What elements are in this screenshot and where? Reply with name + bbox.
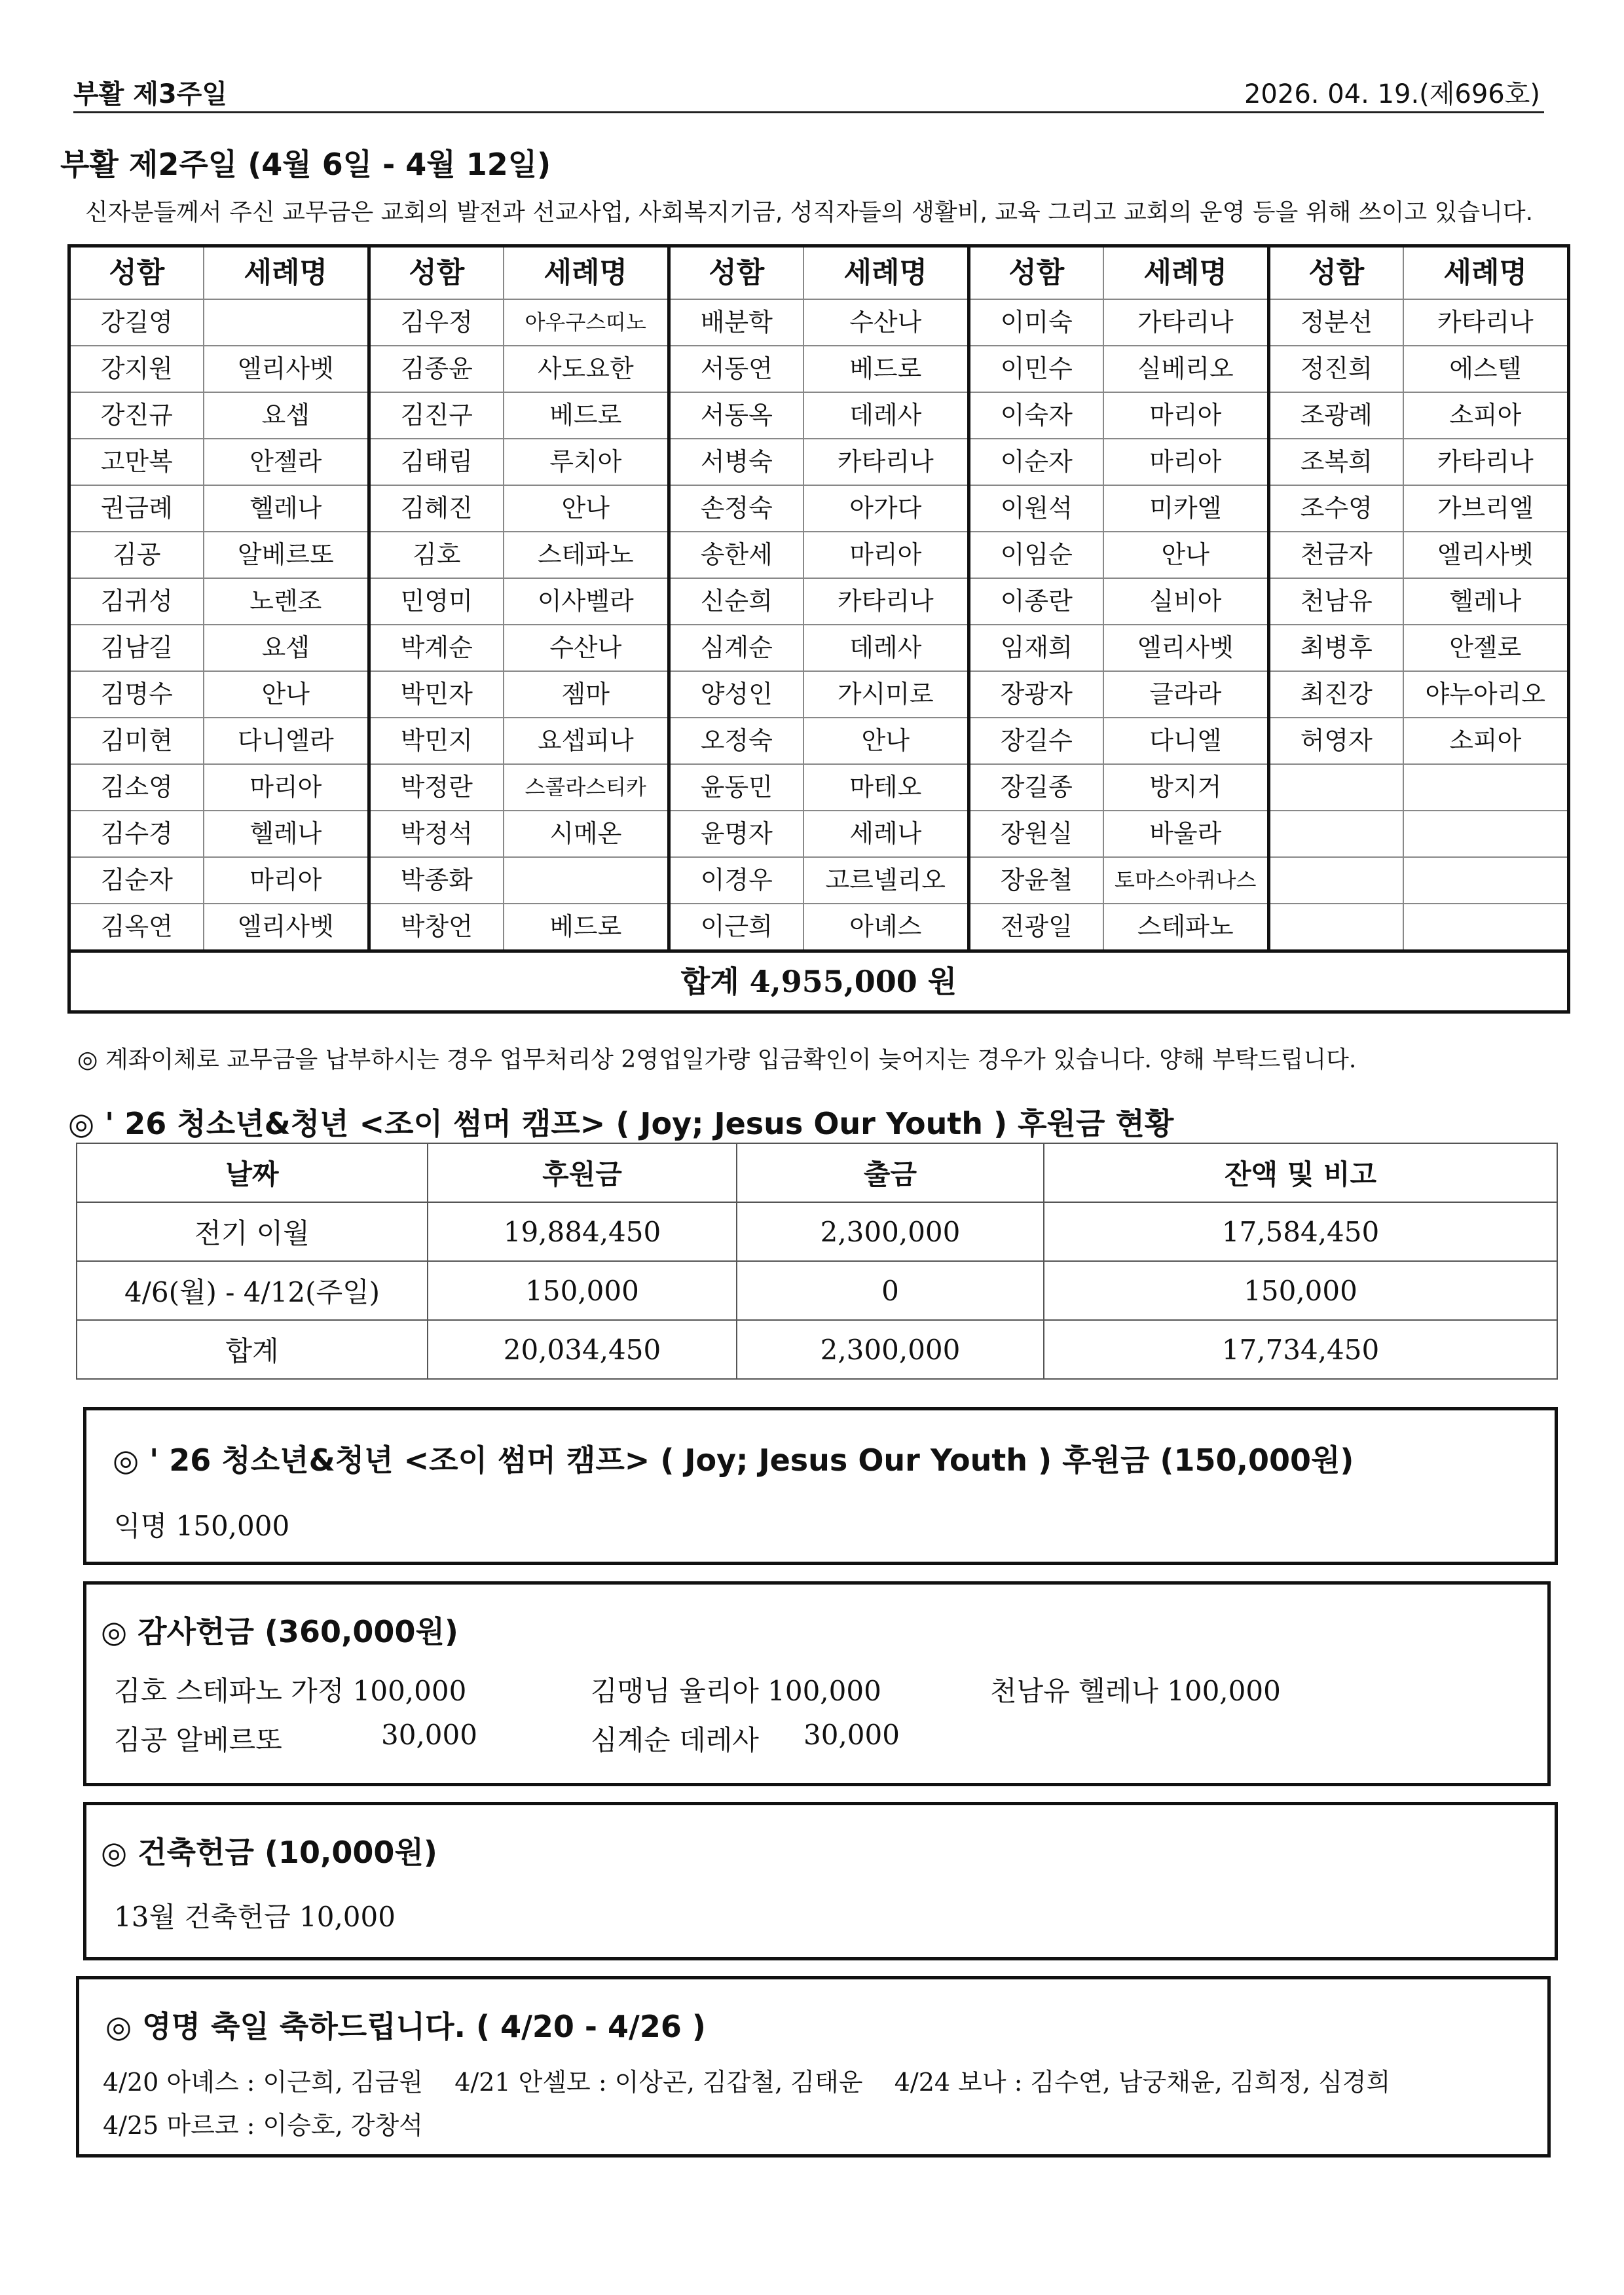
baptismal-name: 노렌조	[204, 578, 369, 625]
baptismal-name: 마리아	[1103, 392, 1269, 439]
baptismal-name: 시메온	[504, 811, 669, 857]
section-description: 신자분들께서 주신 교무금은 교회의 발전과 선교사업, 사회복지기금, 성직자들의 생활비, 교육 그리고 교회의 운영 등을 위해 쓰이고 있습니다.	[85, 199, 1534, 226]
baptismal-name: 아녜스	[803, 904, 969, 951]
member-name: 장길수	[969, 718, 1103, 764]
table-cell: 2,300,000	[737, 1320, 1044, 1379]
member-name: 김미현	[69, 718, 204, 764]
member-name: 조복희	[1269, 439, 1403, 485]
member-name: 윤동민	[669, 764, 803, 811]
table-row	[69, 299, 1569, 346]
table-row	[69, 811, 1569, 857]
column-header: 잔액 및 비고	[1044, 1143, 1557, 1202]
member-name: 전광일	[969, 904, 1103, 951]
baptismal-name	[1403, 857, 1569, 904]
thanks-amount: 30,000	[381, 1719, 477, 1751]
member-name: 양성인	[669, 671, 803, 718]
table-row	[69, 671, 1569, 718]
baptismal-name	[1403, 904, 1569, 951]
member-name: 최병후	[1269, 625, 1403, 671]
member-name: 김명수	[69, 671, 204, 718]
member-name: 박정석	[369, 811, 504, 857]
total-row	[69, 951, 1569, 1012]
column-header-name: 성함	[369, 246, 504, 300]
column-header-name: 성함	[669, 246, 803, 300]
table-cell: 0	[737, 1261, 1044, 1320]
thanks-item: 김공 알베르또	[114, 1724, 282, 1756]
baptismal-name: 스테파노	[1103, 904, 1269, 951]
member-name: 조수영	[1269, 485, 1403, 532]
baptismal-name: 안나	[803, 718, 969, 764]
member-name: 이근희	[669, 904, 803, 951]
baptismal-name: 안나	[504, 485, 669, 532]
baptismal-name: 알베르또	[204, 532, 369, 578]
baptismal-name: 헬레나	[204, 811, 369, 857]
baptismal-name: 카타리나	[1403, 299, 1569, 346]
column-header-baptismal: 세례명	[504, 246, 669, 300]
column-header-name: 성함	[969, 246, 1103, 300]
member-name: 임재희	[969, 625, 1103, 671]
offering-table	[67, 244, 1570, 1014]
member-name: 윤명자	[669, 811, 803, 857]
baptismal-name: 토마스아퀴나스	[1103, 857, 1269, 904]
member-name: 김진구	[369, 392, 504, 439]
baptismal-name: 헬레나	[204, 485, 369, 532]
thanks-offering-box	[83, 1581, 1551, 1786]
transfer-note: ◎ 계좌이체로 교무금을 납부하시는 경우 업무처리상 2영업일가량 입금확인이 늦어지는 경우가 있습니다. 양해 부탁드립니다.	[77, 1046, 1357, 1073]
baptismal-name: 안나	[1103, 532, 1269, 578]
baptismal-name: 소피아	[1403, 392, 1569, 439]
table-row	[69, 439, 1569, 485]
member-name: 김종윤	[369, 346, 504, 392]
baptismal-name: 베드로	[504, 392, 669, 439]
column-header-baptismal: 세례명	[803, 246, 969, 300]
baptismal-name: 카타리나	[803, 578, 969, 625]
baptismal-name: 수산나	[504, 625, 669, 671]
table-cell: 전기 이월	[77, 1202, 428, 1261]
member-name: 장광자	[969, 671, 1103, 718]
table-row	[69, 857, 1569, 904]
table-cell: 2,300,000	[737, 1202, 1044, 1261]
member-name: 박창언	[369, 904, 504, 951]
member-name: 김혜진	[369, 485, 504, 532]
baptismal-name: 소피아	[1403, 718, 1569, 764]
header-divider	[73, 111, 1544, 113]
baptismal-name: 엘리사벳	[1403, 532, 1569, 578]
table-header-row	[69, 246, 1569, 300]
member-name	[1269, 904, 1403, 951]
member-name: 송한세	[669, 532, 803, 578]
member-name: 박종화	[369, 857, 504, 904]
feast-day-box	[76, 1976, 1551, 2157]
table-row	[69, 764, 1569, 811]
column-header: 후원금	[428, 1143, 737, 1202]
baptismal-name: 사도요한	[504, 346, 669, 392]
baptismal-name: 가브리엘	[1403, 485, 1569, 532]
table-cell: 17,734,450	[1044, 1320, 1557, 1379]
member-name: 김남길	[69, 625, 204, 671]
baptismal-name: 가타리나	[1103, 299, 1269, 346]
baptismal-name: 마리아	[204, 857, 369, 904]
thanks-item: 김맹님 율리아 100,000	[591, 1675, 881, 1707]
member-name: 심계순	[669, 625, 803, 671]
member-name: 김수경	[69, 811, 204, 857]
building-title: ◎ 건축헌금 (10,000원)	[101, 1835, 437, 1870]
baptismal-name: 베드로	[504, 904, 669, 951]
column-header-baptismal: 세례명	[1103, 246, 1269, 300]
member-name: 정분선	[1269, 299, 1403, 346]
baptismal-name: 마리아	[1103, 439, 1269, 485]
baptismal-name	[504, 857, 669, 904]
baptismal-name: 엘리사벳	[1103, 625, 1269, 671]
member-name: 김순자	[69, 857, 204, 904]
thanks-amount: 30,000	[803, 1719, 900, 1751]
table-row	[77, 1261, 1557, 1320]
joy-donation-box	[83, 1407, 1558, 1565]
member-name: 이숙자	[969, 392, 1103, 439]
baptismal-name	[204, 299, 369, 346]
table-cell: 19,884,450	[428, 1202, 737, 1261]
table-row	[69, 485, 1569, 532]
baptismal-name: 방지거	[1103, 764, 1269, 811]
member-name: 김우정	[369, 299, 504, 346]
baptismal-name: 아가다	[803, 485, 969, 532]
member-name: 천남유	[1269, 578, 1403, 625]
member-name: 정진희	[1269, 346, 1403, 392]
member-name: 허영자	[1269, 718, 1403, 764]
member-name: 최진강	[1269, 671, 1403, 718]
baptismal-name: 안젤라	[204, 439, 369, 485]
table-cell: 4/6(월) - 4/12(주일)	[77, 1261, 428, 1320]
thanks-title: ◎ 감사헌금 (360,000원)	[101, 1614, 458, 1649]
baptismal-name: 실비아	[1103, 578, 1269, 625]
column-header-baptismal: 세례명	[204, 246, 369, 300]
baptismal-name: 수산나	[803, 299, 969, 346]
member-name: 천금자	[1269, 532, 1403, 578]
table-row	[69, 392, 1569, 439]
member-name: 이순자	[969, 439, 1103, 485]
baptismal-name: 데레사	[803, 392, 969, 439]
baptismal-name: 헬레나	[1403, 578, 1569, 625]
table-row	[77, 1202, 1557, 1261]
baptismal-name: 다니엘	[1103, 718, 1269, 764]
feast-title: ◎ 영명 축일 축하드립니다. ( 4/20 - 4/26 )	[105, 2009, 706, 2044]
table-row	[69, 904, 1569, 951]
column-header: 출금	[737, 1143, 1044, 1202]
member-name: 이경우	[669, 857, 803, 904]
section-title: 부활 제2주일 (4월 6일 - 4월 12일)	[60, 147, 551, 182]
header-date: 2026. 04. 19.(제696호)	[1244, 79, 1540, 109]
member-name: 장길종	[969, 764, 1103, 811]
baptismal-name: 야누아리오	[1403, 671, 1569, 718]
member-name: 김태림	[369, 439, 504, 485]
baptismal-name: 안나	[204, 671, 369, 718]
baptismal-name: 카타리나	[803, 439, 969, 485]
baptismal-name: 요셉피나	[504, 718, 669, 764]
building-line: 13월 건축헌금 10,000	[114, 1901, 396, 1933]
baptismal-name: 젬마	[504, 671, 669, 718]
member-name	[1269, 857, 1403, 904]
total-amount: 합계 4,955,000 원	[69, 951, 1569, 1012]
feast-line: 4/20 아녜스 : 이근희, 김금원 4/21 안셀모 : 이상곤, 김갑철, 김태운 4/24 보나 : 김수연, 남궁채윤, 김희정, 심경희	[103, 2068, 1391, 2097]
table-cell: 20,034,450	[428, 1320, 737, 1379]
baptismal-name: 글라라	[1103, 671, 1269, 718]
baptismal-name: 요셉	[204, 625, 369, 671]
member-name: 이임순	[969, 532, 1103, 578]
member-name: 김옥연	[69, 904, 204, 951]
baptismal-name	[1403, 764, 1569, 811]
baptismal-name: 루치아	[504, 439, 669, 485]
baptismal-name: 안젤로	[1403, 625, 1569, 671]
baptismal-name: 스콜라스티카	[504, 764, 669, 811]
table-cell: 150,000	[428, 1261, 737, 1320]
member-name: 강지원	[69, 346, 204, 392]
joy-donation-title: ◎ ' 26 청소년&청년 <조이 썸머 캠프> ( Joy; Jesus Our Youth ) 후원금 (150,000원)	[113, 1442, 1354, 1478]
table-row	[69, 532, 1569, 578]
member-name: 신순희	[669, 578, 803, 625]
baptismal-name: 엘리사벳	[204, 904, 369, 951]
thanks-item: 천남유 헬레나 100,000	[990, 1675, 1281, 1707]
column-header-name: 성함	[69, 246, 204, 300]
table-cell: 17,584,450	[1044, 1202, 1557, 1261]
member-name: 서병숙	[669, 439, 803, 485]
joy-camp-title: ◎ ' 26 청소년&청년 <조이 썸머 캠프> ( Joy; Jesus Our Youth ) 후원금 현황	[68, 1106, 1174, 1141]
member-name	[1269, 811, 1403, 857]
joy-donation-line: 익명 150,000	[114, 1510, 290, 1542]
table-row	[69, 346, 1569, 392]
member-name: 김소영	[69, 764, 204, 811]
thanks-item: 심계순 데레사	[591, 1724, 759, 1756]
table-row	[69, 578, 1569, 625]
building-offering-box	[83, 1802, 1558, 1960]
member-name: 박민지	[369, 718, 504, 764]
baptismal-name: 카타리나	[1403, 439, 1569, 485]
member-name: 오정숙	[669, 718, 803, 764]
table-row	[77, 1320, 1557, 1379]
column-header-name: 성함	[1269, 246, 1403, 300]
member-name: 민영미	[369, 578, 504, 625]
member-name: 장원실	[969, 811, 1103, 857]
baptismal-name: 에스텔	[1403, 346, 1569, 392]
baptismal-name: 데레사	[803, 625, 969, 671]
member-name	[1269, 764, 1403, 811]
member-name: 강진규	[69, 392, 204, 439]
baptismal-name: 엘리사벳	[204, 346, 369, 392]
column-header: 날짜	[77, 1143, 428, 1202]
baptismal-name: 아우구스띠노	[504, 299, 669, 346]
member-name: 강길영	[69, 299, 204, 346]
member-name: 박계순	[369, 625, 504, 671]
baptismal-name: 다니엘라	[204, 718, 369, 764]
member-name: 박민자	[369, 671, 504, 718]
feast-line: 4/25 마르코 : 이승호, 강창석	[103, 2111, 423, 2140]
member-name: 이민수	[969, 346, 1103, 392]
baptismal-name: 베드로	[803, 346, 969, 392]
baptismal-name: 요셉	[204, 392, 369, 439]
baptismal-name: 실베리오	[1103, 346, 1269, 392]
table-row	[69, 625, 1569, 671]
member-name: 이미숙	[969, 299, 1103, 346]
baptismal-name: 마리아	[204, 764, 369, 811]
member-name: 김호	[369, 532, 504, 578]
table-header-row	[77, 1143, 1557, 1202]
table-cell: 150,000	[1044, 1261, 1557, 1320]
member-name: 이원석	[969, 485, 1103, 532]
member-name: 조광례	[1269, 392, 1403, 439]
baptismal-name: 바울라	[1103, 811, 1269, 857]
member-name: 고만복	[69, 439, 204, 485]
baptismal-name: 고르넬리오	[803, 857, 969, 904]
baptismal-name: 미카엘	[1103, 485, 1269, 532]
table-row	[69, 718, 1569, 764]
thanks-item: 김호 스테파노 가정 100,000	[114, 1675, 467, 1707]
member-name: 박정란	[369, 764, 504, 811]
baptismal-name	[1403, 811, 1569, 857]
baptismal-name: 마리아	[803, 532, 969, 578]
member-name: 김공	[69, 532, 204, 578]
member-name: 손정숙	[669, 485, 803, 532]
header-left: 부활 제3주일	[73, 79, 227, 109]
member-name: 장윤철	[969, 857, 1103, 904]
baptismal-name: 마테오	[803, 764, 969, 811]
baptismal-name: 스테파노	[504, 532, 669, 578]
member-name: 이종란	[969, 578, 1103, 625]
joy-camp-table	[76, 1143, 1558, 1380]
baptismal-name: 가시미로	[803, 671, 969, 718]
column-header-baptismal: 세례명	[1403, 246, 1569, 300]
baptismal-name: 세레나	[803, 811, 969, 857]
member-name: 권금례	[69, 485, 204, 532]
member-name: 김귀성	[69, 578, 204, 625]
member-name: 서동옥	[669, 392, 803, 439]
baptismal-name: 이사벨라	[504, 578, 669, 625]
member-name: 서동연	[669, 346, 803, 392]
member-name: 배분학	[669, 299, 803, 346]
table-cell: 합계	[77, 1320, 428, 1379]
